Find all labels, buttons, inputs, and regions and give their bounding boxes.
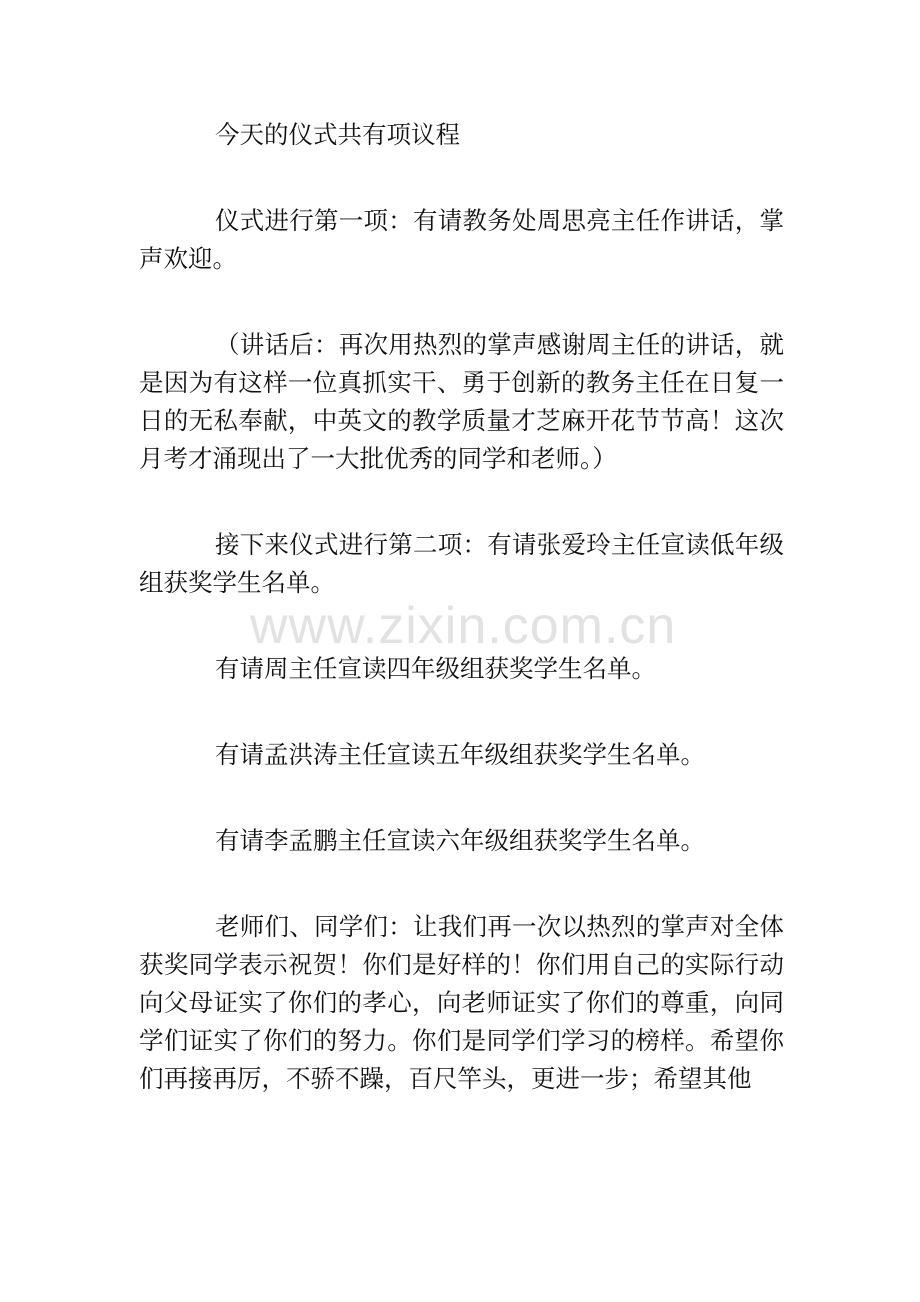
paragraph-item-two: 接下来仪式进行第二项：有请张爱玲主任宣读低年级组获奖学生名单。 [139,530,784,597]
paragraph-item-one: 仪式进行第一项：有请教务处周思亮主任作讲话，掌声欢迎。 [139,206,784,273]
paragraph-agenda-intro: 今天的仪式共有项议程 [215,120,460,149]
paragraph-congratulations: 老师们、同学们：让我们再一次以热烈的掌声对全体获奖同学表示祝贺！你们是好样的！你们用自己的实际行动向父母证实了你们的孝心，向老师证实了你们的尊重，向同学们证实了你们的努力。你们是同学们学习的榜样。希望你们再接再厉，不骄不躁，百尺竿头，更进一步；希望其他 [139,912,784,1093]
paragraph-grade-six: 有请李孟鹏主任宣读六年级组获奖学生名单。 [215,826,705,855]
paragraph-grade-five: 有请孟洪涛主任宣读五年级组获奖学生名单。 [215,740,705,769]
paragraph-after-speech: （讲话后：再次用热烈的掌声感谢周主任的讲话，就是因为有这样一位真抓实干、勇于创新的教务主任在日复一日的无私奉献，中英文的教学质量才芝麻开花节节高！这次月考才涌现出了一大批优秀的同学和老师。） [139,330,784,473]
watermark: www.zixin.com.cn [250,597,677,655]
paragraph-grade-four: 有请周主任宣读四年级组获奖学生名单。 [215,654,656,683]
